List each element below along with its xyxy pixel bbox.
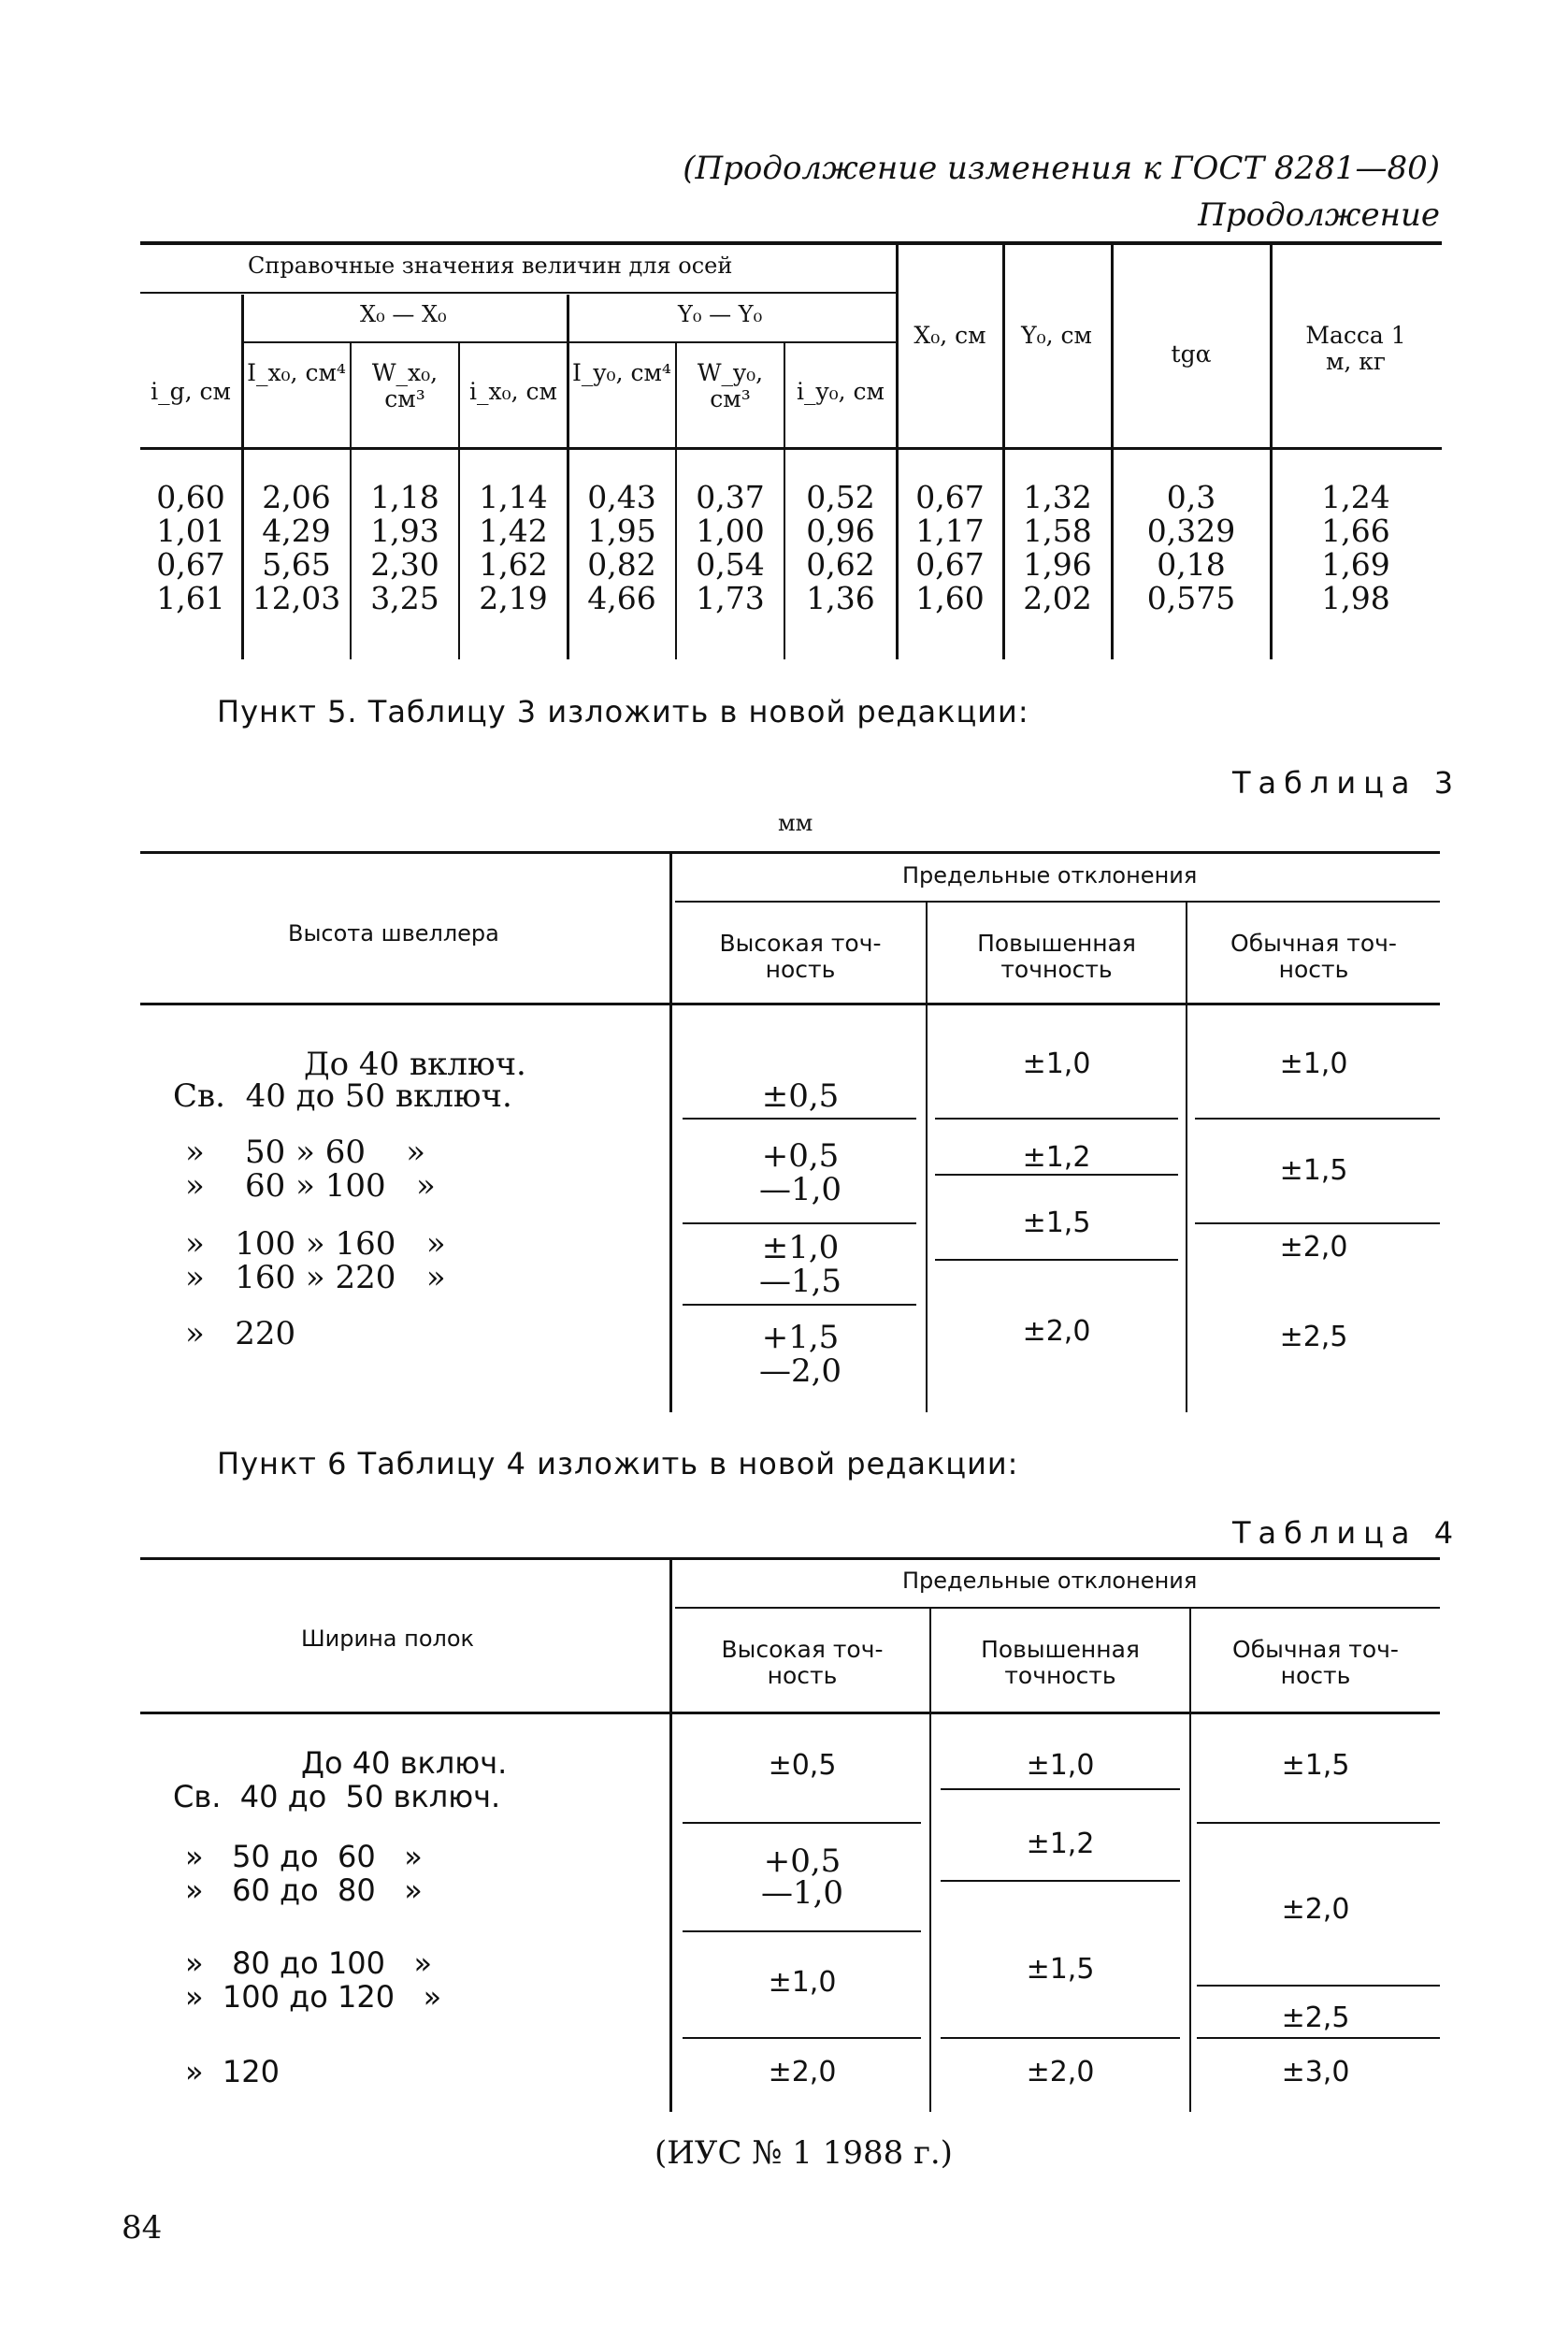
- t4-high-5: ±2,0: [768, 2056, 837, 2088]
- t4-incr-4: ±2,0: [1026, 2056, 1095, 2088]
- table-1-cell: 0,96: [806, 513, 875, 549]
- t3-incr-1: ±1,0: [1022, 1048, 1091, 1080]
- t4-high-4: ±1,0: [768, 1966, 837, 1999]
- col-normal-precision: Обычная точ- ность: [1230, 930, 1397, 983]
- t3-incr-3: ±1,5: [1022, 1207, 1091, 1239]
- t3-high-6: +1,5: [761, 1319, 840, 1356]
- col-height: Высота швеллера: [288, 920, 499, 947]
- col-iy0-radius: i_y₀, см: [797, 378, 885, 405]
- col-high-precision-4: Высокая точ- ность: [721, 1636, 884, 1689]
- table-1-cell: 2,30: [370, 546, 439, 583]
- table-1-cell: 1,93: [370, 513, 439, 549]
- t4-norm-2: ±2,0: [1281, 1893, 1350, 1926]
- table-1-cell: 0,329: [1146, 513, 1236, 549]
- t4-incr-3: ±1,5: [1026, 1953, 1095, 1986]
- table-1-cell: 2,19: [479, 580, 548, 616]
- table-1-cell: 1,62: [479, 546, 548, 583]
- t3-high-7: —2,0: [758, 1352, 842, 1390]
- table-1-cell: 0,575: [1146, 580, 1236, 616]
- col-high-precision: Высокая точ- ность: [719, 930, 882, 983]
- table-1-cell: 0,54: [696, 546, 765, 583]
- table-1-cell: 1,95: [587, 513, 656, 549]
- t3-high-4: ±1,0: [761, 1229, 840, 1266]
- table-1-cell: 5,65: [262, 546, 331, 583]
- col-deviations-4: Предельные отклонения: [902, 1568, 1198, 1594]
- t4-row-4: » 60 до 80 »: [185, 1872, 423, 1908]
- t4-high-3: —1,0: [760, 1874, 844, 1912]
- table-1-cell: 1,17: [915, 513, 985, 549]
- table-1-cell: 1,14: [479, 479, 548, 515]
- t3-row-1: До 40 включ.: [304, 1046, 526, 1083]
- table-1-cell: 12,03: [252, 580, 341, 616]
- table-1-cell: 1,66: [1321, 513, 1390, 549]
- table-1-cell: 1,00: [696, 513, 765, 549]
- table-1-cell: 4,66: [587, 580, 656, 616]
- t3-high-5: —1,5: [758, 1263, 842, 1300]
- col-increased-precision: Повышенная точность: [977, 930, 1136, 983]
- t4-norm-3: ±2,5: [1281, 2001, 1350, 2034]
- t4-row-6: » 100 до 120 »: [185, 1979, 442, 2015]
- item-5-text: Пункт 5. Таблицу 3 изложить в новой редакции:: [217, 694, 1029, 730]
- table-1-cell: 0,82: [587, 546, 656, 583]
- col-wy0: W_y₀, см³: [697, 359, 764, 412]
- table-1-cell: 0,60: [156, 479, 225, 515]
- col-width: Ширина полок: [301, 1626, 475, 1652]
- t3-row-4: » 60 » 100 »: [185, 1167, 436, 1205]
- table-1-cell: 0,67: [915, 546, 985, 583]
- t4-row-2: Св. 40 до 50 включ.: [173, 1779, 501, 1814]
- col-x0: X₀, см: [913, 322, 986, 349]
- item-6-text: Пункт 6 Таблицу 4 изложить в новой редакции:: [217, 1446, 1019, 1481]
- continued-label: Продолжение: [1198, 196, 1440, 234]
- t3-norm-1: ±1,0: [1279, 1048, 1348, 1080]
- t4-norm-4: ±3,0: [1281, 2056, 1350, 2088]
- t3-incr-2: ±1,2: [1022, 1141, 1091, 1174]
- t3-norm-3: ±2,0: [1279, 1231, 1348, 1264]
- table-4-name: Таблица 4: [1232, 1515, 1461, 1551]
- table-1-cell: 1,61: [156, 580, 225, 616]
- table-1-cell: 4,29: [262, 513, 331, 549]
- table-1-cell: 0,3: [1166, 479, 1216, 515]
- group-x: X₀ — X₀: [360, 301, 447, 327]
- col-tg: tgα: [1171, 340, 1212, 368]
- continuation-header: (Продолжение изменения к ГОСТ 8281—80): [683, 150, 1440, 187]
- col-deviations: Предельные отклонения: [902, 862, 1198, 889]
- t3-row-7: » 220: [185, 1315, 296, 1352]
- ref-title: Справочные значения величин для осей: [248, 253, 733, 279]
- t3-incr-4: ±2,0: [1022, 1315, 1091, 1348]
- table-1-cell: 0,37: [696, 479, 765, 515]
- table-1-cell: 0,67: [915, 479, 985, 515]
- table-1-cell: 2,06: [262, 479, 331, 515]
- table-1-cell: 1,42: [479, 513, 548, 549]
- t4-high-2: +0,5: [763, 1842, 842, 1880]
- table-1-cell: 1,24: [1321, 479, 1390, 515]
- table-1-cell: 1,60: [915, 580, 985, 616]
- table-1-cell: 3,25: [370, 580, 439, 616]
- t4-row-3: » 50 до 60 »: [185, 1839, 423, 1874]
- t3-norm-4: ±2,5: [1279, 1321, 1348, 1353]
- t3-high-1: ±0,5: [761, 1077, 840, 1115]
- table-1-cell: 1,98: [1321, 580, 1390, 616]
- table-1-cell: 1,32: [1023, 479, 1092, 515]
- table-1-cell: 0,67: [156, 546, 225, 583]
- table-1-cell: 1,01: [156, 513, 225, 549]
- col-y0: Y₀, см: [1021, 322, 1092, 349]
- t4-norm-1: ±1,5: [1281, 1749, 1350, 1782]
- col-increased-precision-4: Повышенная точность: [981, 1636, 1140, 1689]
- footer-source: (ИУС № 1 1988 г.): [655, 2134, 953, 2172]
- table-1-cell: 1,96: [1023, 546, 1092, 583]
- t4-high-1: ±0,5: [768, 1749, 837, 1782]
- col-mass: Масса 1 м, кг: [1305, 322, 1406, 375]
- table-1-cell: 2,02: [1023, 580, 1092, 616]
- table-3-name: Таблица 3: [1232, 765, 1461, 801]
- table-1-cell: 1,73: [696, 580, 765, 616]
- t3-row-2: Св. 40 до 50 включ.: [173, 1077, 512, 1115]
- table-1-cell: 1,58: [1023, 513, 1092, 549]
- table-1-cell: 0,43: [587, 479, 656, 515]
- page-number: 84: [122, 2209, 163, 2247]
- t3-row-5: » 100 » 160 »: [185, 1225, 446, 1263]
- t4-row-7: » 120: [185, 2054, 280, 2089]
- table-1-cell: 0,52: [806, 479, 875, 515]
- t4-incr-1: ±1,0: [1026, 1749, 1095, 1782]
- t4-incr-2: ±1,2: [1026, 1828, 1095, 1860]
- group-y: Y₀ — Y₀: [678, 301, 763, 327]
- col-ix0-radius: i_x₀, см: [469, 378, 557, 405]
- table-3-unit: мм: [778, 810, 813, 836]
- table-1-cell: 1,69: [1321, 546, 1390, 583]
- table-1-cell: 0,18: [1157, 546, 1226, 583]
- t3-row-3: » 50 » 60 »: [185, 1134, 426, 1171]
- t4-row-1: До 40 включ.: [301, 1745, 508, 1781]
- table-1-cell: 1,18: [370, 479, 439, 515]
- t3-norm-2: ±1,5: [1279, 1154, 1348, 1187]
- t3-high-2: +0,5: [761, 1137, 840, 1175]
- col-normal-precision-4: Обычная точ- ность: [1232, 1636, 1399, 1689]
- table-1-cell: 0,62: [806, 546, 875, 583]
- t3-row-6: » 160 » 220 »: [185, 1259, 446, 1296]
- t4-row-5: » 80 до 100 »: [185, 1945, 433, 1981]
- table-1-cell: 1,36: [806, 580, 875, 616]
- col-ix0: I_x₀, см⁴: [247, 359, 346, 386]
- col-iy0: I_y₀, см⁴: [572, 359, 671, 386]
- col-wx0: W_x₀, см³: [371, 359, 439, 412]
- t3-high-3: —1,0: [758, 1171, 842, 1208]
- col-ig: i_g, см: [151, 378, 231, 405]
